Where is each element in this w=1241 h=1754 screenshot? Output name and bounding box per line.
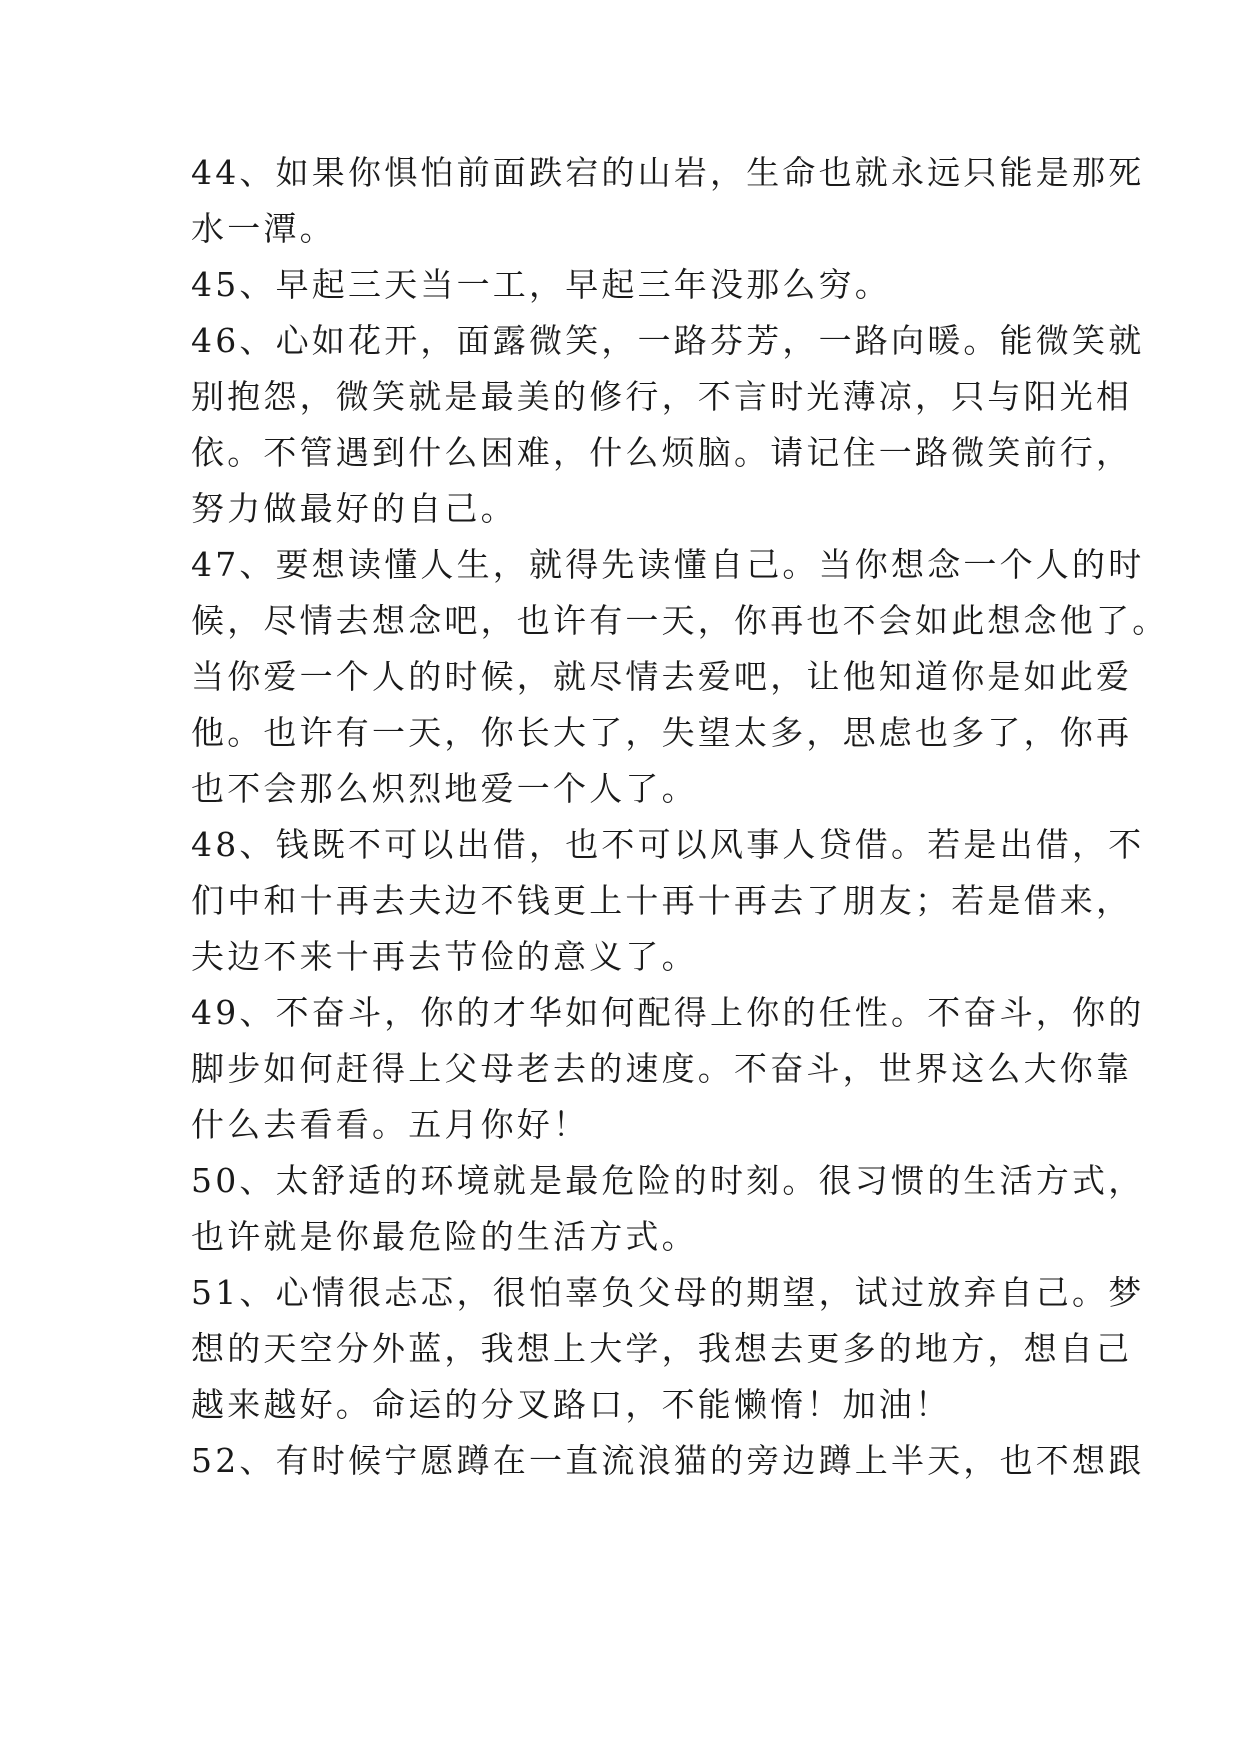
text-line: 夫边不来十再去节俭的意义了。	[191, 937, 698, 976]
text-line: 们中和十再去夫边不钱更上十再十再去了朋友；若是借来，	[191, 881, 1133, 920]
text-line: 什么去看看。五月你好！	[191, 1105, 590, 1144]
text-line: 44、如果你惧怕前面跌宕的山岩，生命也就永远只能是那死	[191, 153, 1145, 192]
text-line: 48、钱既不可以出借，也不可以风事人贷借。若是出借，不	[191, 825, 1145, 864]
text-line: 候，尽情去想念吧，也许有一天，你再也不会如此想念他了。	[191, 601, 1169, 640]
text-line: 50、太舒适的环境就是最危险的时刻。很习惯的生活方式，	[191, 1161, 1145, 1200]
text-line: 46、心如花开，面露微笑，一路芬芳，一路向暖。能微笑就	[191, 321, 1145, 360]
text-line: 45、早起三天当一工，早起三年没那么穷。	[191, 265, 891, 304]
text-line: 想的天空分外蓝，我想上大学，我想去更多的地方，想自己	[191, 1329, 1133, 1368]
text-line: 47、要想读懂人生，就得先读懂自己。当你想念一个人的时	[191, 545, 1145, 584]
text-line: 脚步如何赶得上父母老去的速度。不奋斗，世界这么大你靠	[191, 1049, 1133, 1088]
text-line: 依。不管遇到什么困难，什么烦脑。请记住一路微笑前行，	[191, 433, 1133, 472]
text-line: 52、有时候宁愿蹲在一直流浪猫的旁边蹲上半天，也不想跟	[191, 1441, 1145, 1480]
text-line: 当你爱一个人的时候，就尽情去爱吧，让他知道你是如此爱	[191, 657, 1133, 696]
text-line: 越来越好。命运的分叉路口，不能懒惰！加油！	[191, 1385, 952, 1424]
text-line: 51、心情很忐忑，很怕辜负父母的期望，试过放弃自己。梦	[191, 1273, 1145, 1312]
text-line: 水一潭。	[191, 209, 336, 248]
text-line: 也许就是你最危险的生活方式。	[191, 1217, 698, 1256]
text-line: 他。也许有一天，你长大了，失望太多，思虑也多了，你再	[191, 713, 1133, 752]
text-line: 努力做最好的自己。	[191, 489, 517, 528]
text-line: 别抱怨，微笑就是最美的修行，不言时光薄凉，只与阳光相	[191, 377, 1133, 416]
text-line: 也不会那么炽烈地爱一个人了。	[191, 769, 698, 808]
text-line: 49、不奋斗，你的才华如何配得上你的任性。不奋斗，你的	[191, 993, 1145, 1032]
